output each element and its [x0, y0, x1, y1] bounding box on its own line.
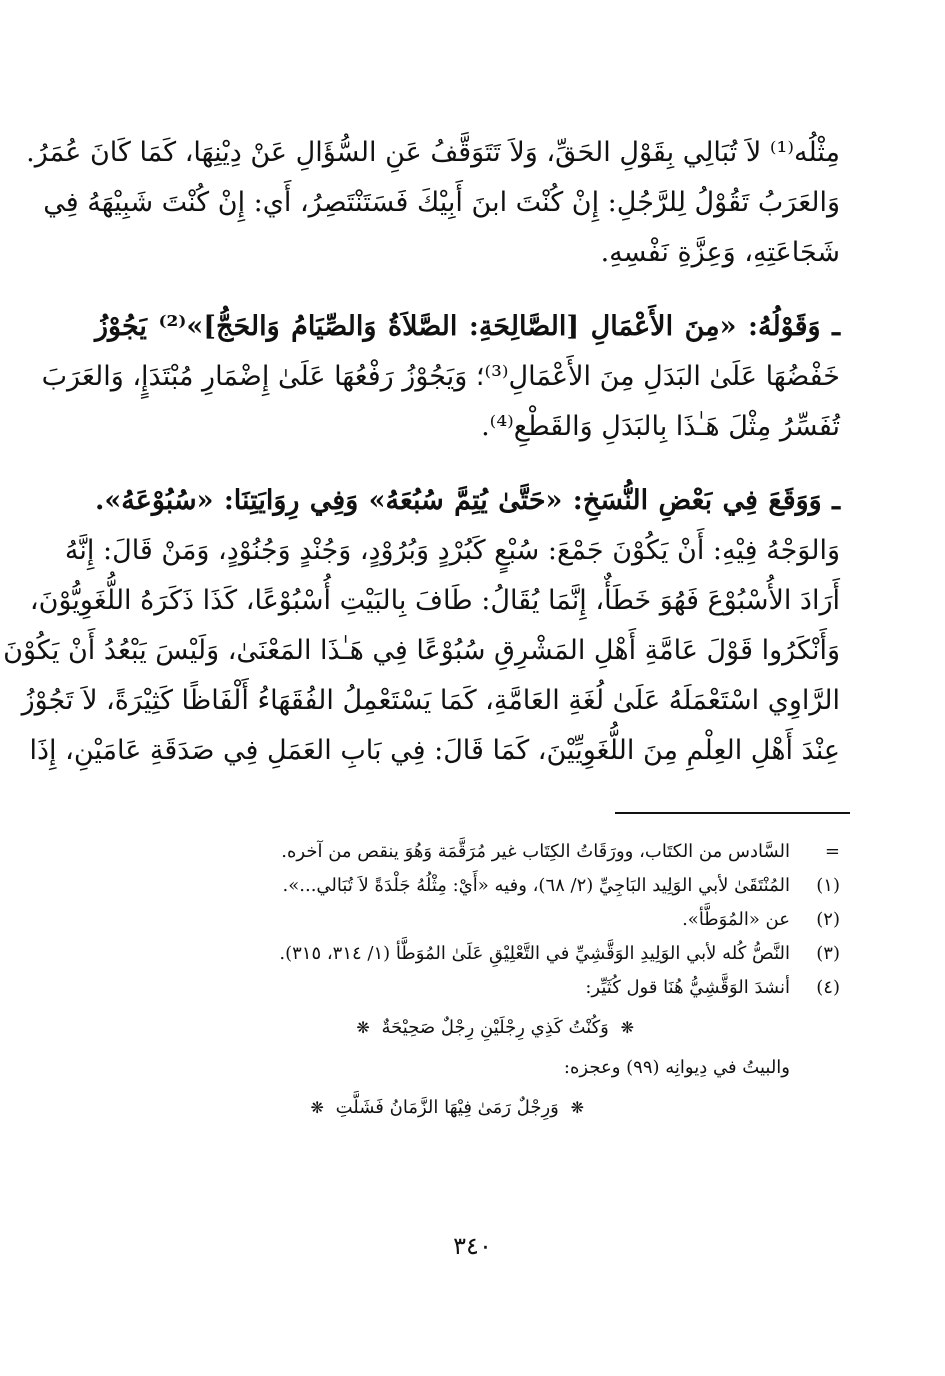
text-line: ـ وَقَوْلُهُ: «مِنَ الأَعْمَالِ [الصَّالِحَةِ: الصَّلاَةُ وَالصِّيَامُ وَالحَجُّ]»⁽²⁾ يَجُوْزُ: [95, 311, 841, 342]
footnote-4: [100, 971, 840, 1005]
footnote-number: (٤): [816, 977, 840, 998]
text-line: وَالوَجْهُ فِيْهِ: أَنْ يَكُوْنَ جَمْعَ: سُبْعٍ كَبُرْدٍ وَبُرُوْدٍ، وَجُنْدٍ وَجُنُوْدٍ، وَمَنْ قَالَ: إِنَّهُ: [64, 535, 840, 566]
star-ornament-icon: ❋: [620, 1018, 634, 1037]
verse-text: وَرِجْلٌ رَمَىٰ فِيْهَا الزَّمَانُ فَشَلَّتِ: [335, 1097, 559, 1118]
text-line: أَرَادَ الأُسْبُوْعَ فَهُوَ خَطَأٌ، إِنَّمَا يُقَالُ: طَافَ بِالبَيْتِ أُسْبُوْعًا، كَذَا ذَكَرَهُ اللُّغَوِيُّوْنَ،: [29, 585, 840, 616]
text-line: عِنْدَ أَهْلِ العِلْمِ مِنَ اللُّغَوِيِّيْنَ، كَمَا قَالَ: فِي بَابِ العَمَلِ فِي صَدَقَةِ عَامَيْنِ، إِذَا: [29, 735, 840, 766]
footnote-3: [100, 937, 840, 971]
footnote-continuation: [100, 835, 840, 869]
footnote-2: [100, 903, 840, 937]
page-number: ٣٤٠: [453, 1232, 492, 1260]
footnote-text: النَّصُّ كُله لأبي الوَلِيدِ الوَقَّشِيِّ في التَّعْلِيْقِ عَلَىٰ المُوَطَّأ (١/ ٣١٤، ٣١٥).: [279, 943, 790, 964]
footnote-4-continuation: [100, 1051, 840, 1085]
footnote-text: أنشدَ الوَقَّشِيُّ هُنَا قول كُثَيِّر:: [585, 977, 790, 998]
star-ornament-icon: ❋: [570, 1098, 584, 1117]
footnote-number: (١): [816, 875, 840, 896]
footnote-number: (٣): [816, 943, 840, 964]
main-text: [3, 128, 841, 776]
paragraph-1: [26, 128, 840, 278]
text-line: وَأَنْكَرُوا قَوْلَ عَامَّةِ أَهْلِ المَشْرِقِ سُبُوْعًا فِي هَـٰذَا المَعْنَىٰ، وَلَيْسَ يَبْعُدُ أَنْ يَكُوْنَ: [3, 635, 840, 666]
verse-line-2: [100, 1091, 840, 1125]
text-line: ـ وَوَقَعَ فِي بَعْضِ النُّسَخِ: «حَتَّىٰ يُتِمَّ سُبُعَهُ» وَفِي رِوَايَتِنَا: «سُبُوْعَهُ».: [95, 485, 840, 516]
text-line: الرَّاوِي اسْتَعْمَلَهُ عَلَىٰ لُغَةِ العَامَّةِ، كَمَا يَسْتَعْمِلُ الفُقَهَاءُ أَلْفَاظًا كَثِيْرَةً، لاَ تَجُوْزُ: [21, 685, 840, 716]
star-ornament-icon: ❋: [356, 1018, 370, 1037]
paragraph-2: [41, 302, 841, 452]
verse-line-1: [100, 1011, 840, 1045]
text-line: مِثْلُه⁽¹⁾ لاَ تُبَالِي بِقَوْلِ الحَقِّ، وَلاَ تَتَوَقَّفُ عَنِ السُّؤَالِ عَنْ دِيْنِهَا، كَمَا كَانَ عُمَرُ.: [26, 137, 840, 168]
text-line: تُفَسِّرُ مِثْلَ هَـٰذَا بِالبَدَلِ وَالقَطْعِ⁽⁴⁾.: [481, 411, 840, 442]
text-line: خَفْضُهَا عَلَىٰ البَدَلِ مِنَ الأَعْمَالِ⁽³⁾؛ وَيَجُوْزُ رَفْعُهَا عَلَىٰ إِضْمَارِ مُبْتَدَإٍ، وَالعَرَبَ: [41, 361, 840, 392]
footnote-text: المُنْتَقَىٰ لأبي الوَلِيد البَاجِيِّ (٢/ ٦٨)، وفيه «أَيْ: مِثْلُهُ جَلْدَةً لاَ تُبَالي...».: [282, 875, 790, 896]
footnote-text: عن «المُوَطَّأ».: [682, 909, 790, 930]
footnotes: [100, 835, 840, 1131]
continuation-mark: =: [824, 841, 840, 862]
footnote-divider: [615, 812, 850, 814]
text-line: شَجَاعَتِهِ، وَعِزَّةِ نَفْسِهِ.: [600, 237, 840, 268]
text-line: وَالعَرَبُ تَقُوْلُ لِلرَّجُلِ: إِنْ كُنْتَ ابنَ أَبِيْكَ فَسَتَنْتَصِرُ، أَي: إِنْ كُنْتَ شَبِيْهَهُ فِي: [43, 187, 840, 218]
star-ornament-icon: ❋: [310, 1098, 324, 1117]
footnote-1: [100, 869, 840, 903]
verse-text: وَكُنْتُ كَذِي رِجْلَيْنِ رِجْلٌ صَحِيْحَةٌ: [381, 1017, 609, 1038]
footnote-text: السَّادس من الكتَاب، وورَقَاتُ الكِتَاب غير مُرَقَّمَة وَهُوَ ينقص من آخره.: [281, 841, 790, 862]
footnote-number: (٢): [816, 909, 840, 930]
paragraph-3: [3, 476, 840, 776]
footnote-text: والبيتُ في دِيوانِه (٩٩) وعجزه:: [563, 1057, 790, 1078]
